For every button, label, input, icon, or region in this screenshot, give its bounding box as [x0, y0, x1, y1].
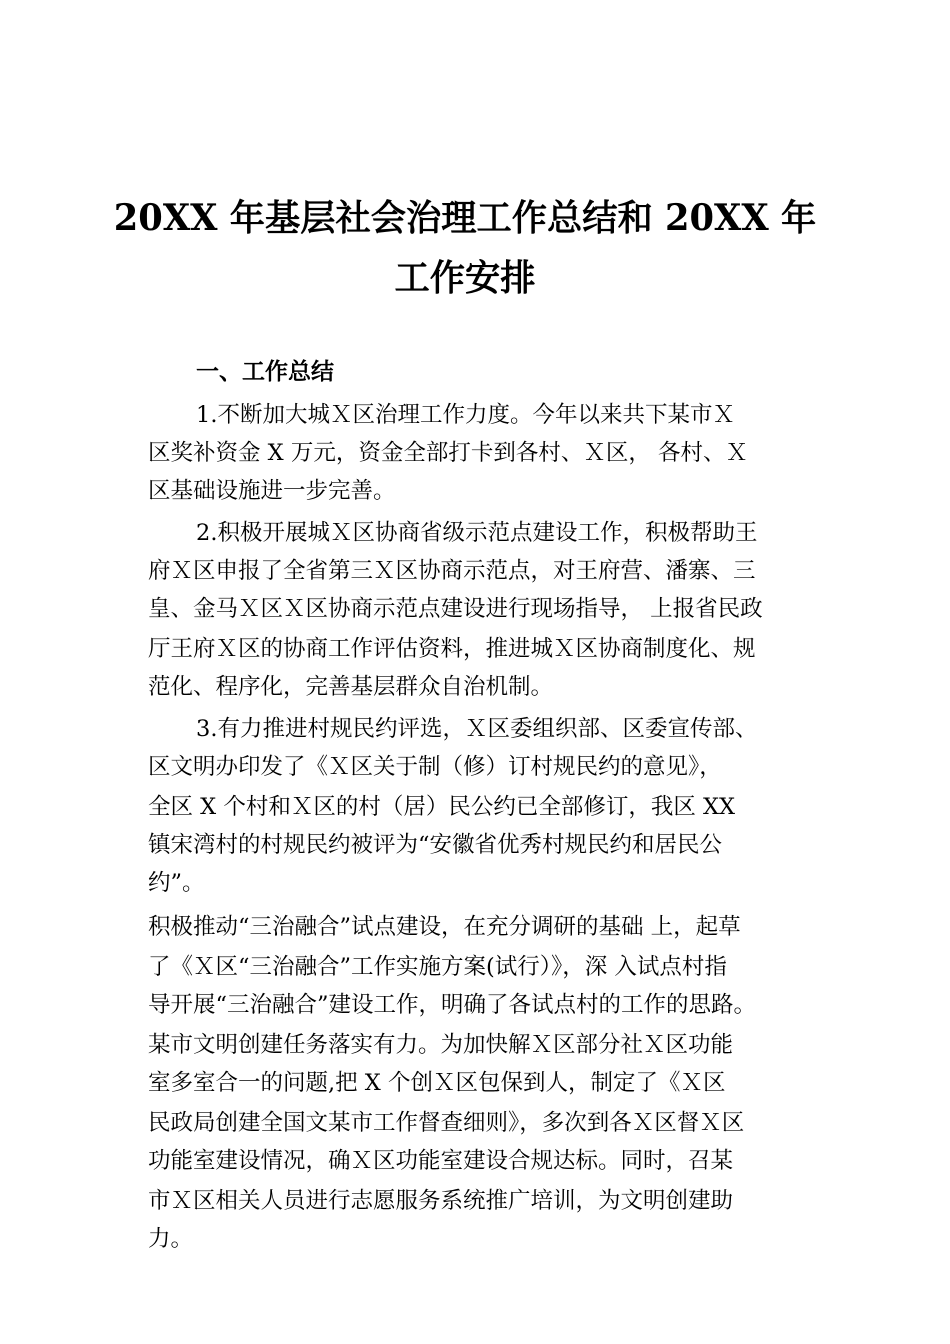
paragraph-4-line: 导开展“三治融合”建设工作，明确了各试点村的工作的思路。: [148, 992, 757, 1018]
paragraph-4-line: 室多室合一的问题,把 X 个创Ｘ区包保到人，制定了《Ｘ区: [148, 1070, 726, 1096]
paragraph-3-line: 镇宋湾村的村规民约被评为“安徽省优秀村规民约和居民公: [148, 832, 723, 858]
paragraph-2-line: 厅王府Ｘ区的协商工作评估资料，推进城Ｘ区协商制度化、规: [148, 636, 756, 662]
paragraph-3-line: 区文明办印发了《Ｘ区关于制（修）订村规民约的意见》，: [148, 754, 722, 780]
paragraph-3-line: 3.有力推进村规民约评选，Ｘ区委组织部、区委宣传部、: [196, 716, 758, 742]
paragraph-4-line: 功能室建设情况，确Ｘ区功能室建设合规达标。同时，召某: [148, 1148, 734, 1174]
paragraph-1-line: 1.不断加大城Ｘ区治理工作力度。今年以来共下某市Ｘ: [196, 402, 735, 428]
paragraph-2-line: 府Ｘ区申报了全省第三Ｘ区协商示范点，对王府营、潘寨、三: [148, 558, 756, 584]
paragraph-1-line: 区基础设施进一步完善。: [148, 478, 396, 504]
paragraph-2-line: 皇、金马Ｘ区Ｘ区协商示范点建设进行现场指导， 上报省民政: [148, 596, 763, 622]
paragraph-3-line: 全区 X 个村和Ｘ区的村（居）民公约已全部修订，我区 XX: [148, 794, 736, 820]
document-title-line-2: 工作安排: [394, 257, 536, 299]
paragraph-2-line: 2.积极开展城Ｘ区协商省级示范点建设工作，积极帮助王: [196, 520, 758, 546]
paragraph-3-line: 约”。: [148, 870, 205, 896]
paragraph-4-line: 某市文明创建任务落实有力。为加快解Ｘ区部分社Ｘ区功能: [148, 1032, 734, 1058]
paragraph-4-line: 民政局创建全国文某市工作督查细则》，多次到各Ｘ区督Ｘ区: [148, 1110, 745, 1136]
section-heading: 一、工作总结: [196, 359, 334, 385]
paragraph-4-line: 积极推动“三治融合”试点建设，在充分调研的基础 上，起草: [148, 914, 741, 940]
paragraph-4-line: 了《Ｘ区“三治融合”工作实施方案(试行）》，深 入试点村指: [148, 954, 727, 980]
paragraph-4-line: 市Ｘ区相关人员进行志愿服务系统推广培训，为文明创建助: [148, 1188, 734, 1214]
paragraph-1-line: 区奖补资金 X 万元，资金全部打卡到各村、Ｘ区， 各村、Ｘ: [148, 440, 748, 466]
document-title-line-1: 20XX 年基层社会治理工作总结和 20XX 年: [113, 197, 817, 239]
paragraph-2-line: 范化、程序化，完善基层群众自治机制。: [148, 674, 554, 700]
paragraph-4-line: 力。: [148, 1226, 194, 1252]
